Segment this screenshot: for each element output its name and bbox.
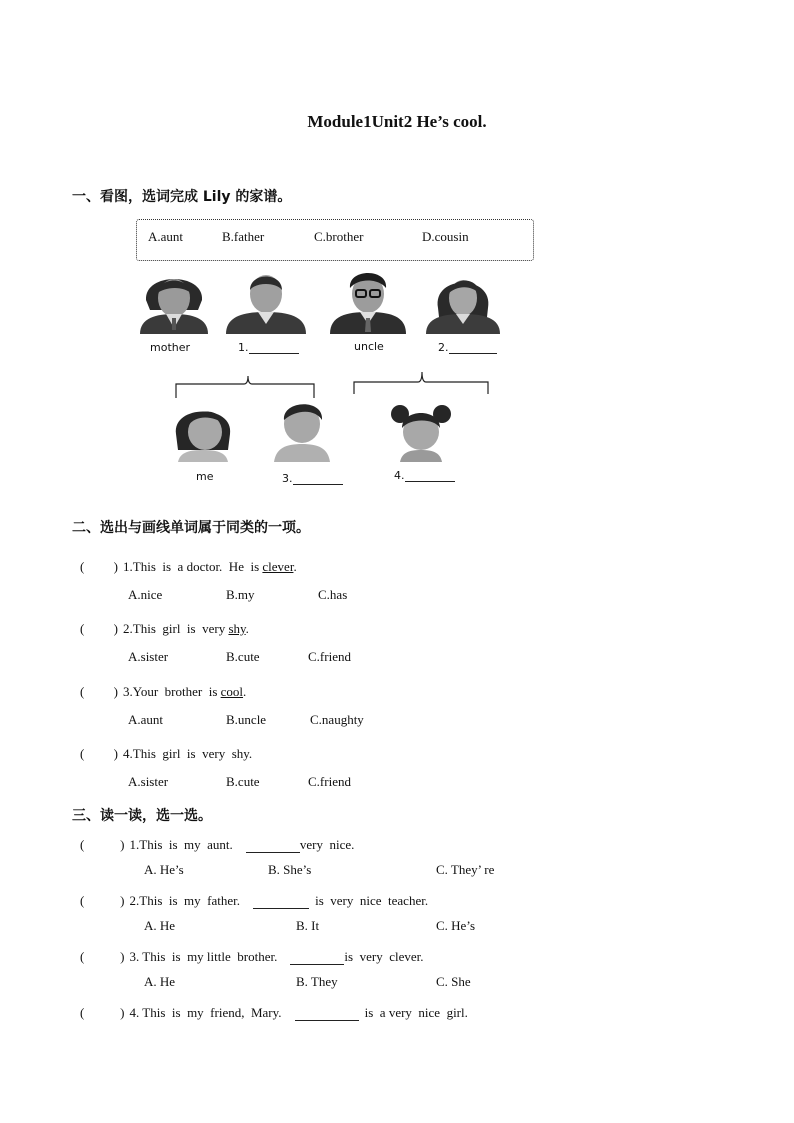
s2q3-choice-b: B.uncle [226, 712, 267, 727]
answer-parens[interactable]: ( ) [80, 949, 125, 964]
s2q1-choice-c: C.has [318, 587, 348, 602]
fill-blank[interactable] [295, 1010, 359, 1021]
s2q4-choice-b: B.cute [226, 774, 260, 789]
s3q3-choice-c: C. She [436, 974, 471, 989]
me-portrait [170, 400, 236, 462]
underlined-word: clever [262, 559, 294, 574]
label-blank-1: 1. [238, 341, 299, 354]
brother-portrait [272, 398, 332, 462]
s3-question-1: ( ) 1.This is my aunt. very nice. [80, 837, 355, 852]
label-blank-2: 2. [438, 341, 497, 354]
s3q3-choice-b: B. They [296, 974, 338, 989]
cousin-portrait [388, 402, 454, 462]
s3-question-2: ( ) 2.This is my father. is very nice teacher. [80, 893, 429, 908]
section1-heading: 一、看图，选词完成 Lily 的家谱。 [72, 189, 292, 205]
aunt-portrait [424, 268, 502, 334]
underlined-word: cool [220, 684, 244, 699]
label-me: me [196, 470, 214, 483]
answer-parens[interactable]: ( ) [80, 559, 118, 574]
s2q4-choice-c: C.friend [308, 774, 351, 789]
section3-heading: 三、读一读，选一选。 [72, 808, 212, 824]
s2q2-choice-c: C.friend [308, 649, 351, 664]
answer-parens[interactable]: ( ) [80, 1005, 125, 1020]
s2q4-choice-a: A.sister [128, 774, 169, 789]
s3q1-choice-c: C. They’ re [436, 862, 495, 877]
father-portrait [224, 270, 308, 334]
page-title: Module1Unit2 He’s cool. [307, 112, 487, 131]
s3q1-choice-a: A. He’s [144, 862, 184, 877]
mother-portrait [138, 266, 210, 334]
s2q2-choice-b: B.cute [226, 649, 260, 664]
s2-question-4: ( ) 4.This girl is very shy. [80, 746, 253, 761]
label-uncle: uncle [354, 340, 384, 353]
s3q2-choice-a: A. He [144, 918, 176, 933]
answer-parens[interactable]: ( ) [80, 746, 118, 761]
section2-heading: 二、选出与画线单词属于同类的一项。 [72, 520, 310, 536]
s2-question-2: ( ) 2.This girl is very shy. [80, 621, 249, 636]
s2q3-choice-c: C.naughty [310, 712, 364, 727]
s2q1-choice-b: B.my [226, 587, 255, 602]
fill-blank[interactable] [246, 842, 300, 853]
s3q2-choice-c: C. He’s [436, 918, 475, 933]
option-b: B.father [222, 229, 265, 244]
s2q1-choice-a: A.nice [128, 587, 163, 602]
s3q1-choice-b: B. She’s [268, 862, 312, 877]
label-blank-4: 4. [394, 469, 455, 482]
underlined-word: shy [228, 621, 246, 636]
s3q2-choice-b: B. It [296, 918, 320, 933]
uncle-portrait [328, 268, 408, 334]
family-brackets [174, 370, 494, 400]
s2-question-1: ( ) 1.This is a doctor. He is clever. [80, 559, 297, 574]
s3q3-choice-a: A. He [144, 974, 176, 989]
s3-question-4: ( ) 4. This is my friend, Mary. is a very nice girl. [80, 1005, 468, 1020]
answer-parens[interactable]: ( ) [80, 837, 125, 852]
label-blank-3: 3. [282, 472, 343, 485]
fill-blank[interactable] [253, 898, 309, 909]
option-c: C.brother [314, 229, 364, 244]
option-d: D.cousin [422, 229, 469, 244]
label-mother: mother [150, 341, 191, 354]
s3-question-3: ( ) 3. This is my little brother. is very clever. [80, 949, 424, 964]
option-a: A.aunt [148, 229, 184, 244]
answer-parens[interactable]: ( ) [80, 684, 118, 699]
answer-parens[interactable]: ( ) [80, 621, 118, 636]
s2q2-choice-a: A.sister [128, 649, 169, 664]
fill-blank[interactable] [290, 954, 344, 965]
s2q3-choice-a: A.aunt [128, 712, 164, 727]
answer-parens[interactable]: ( ) [80, 893, 125, 908]
s2-question-3: ( ) 3.Your brother is cool. [80, 684, 247, 699]
